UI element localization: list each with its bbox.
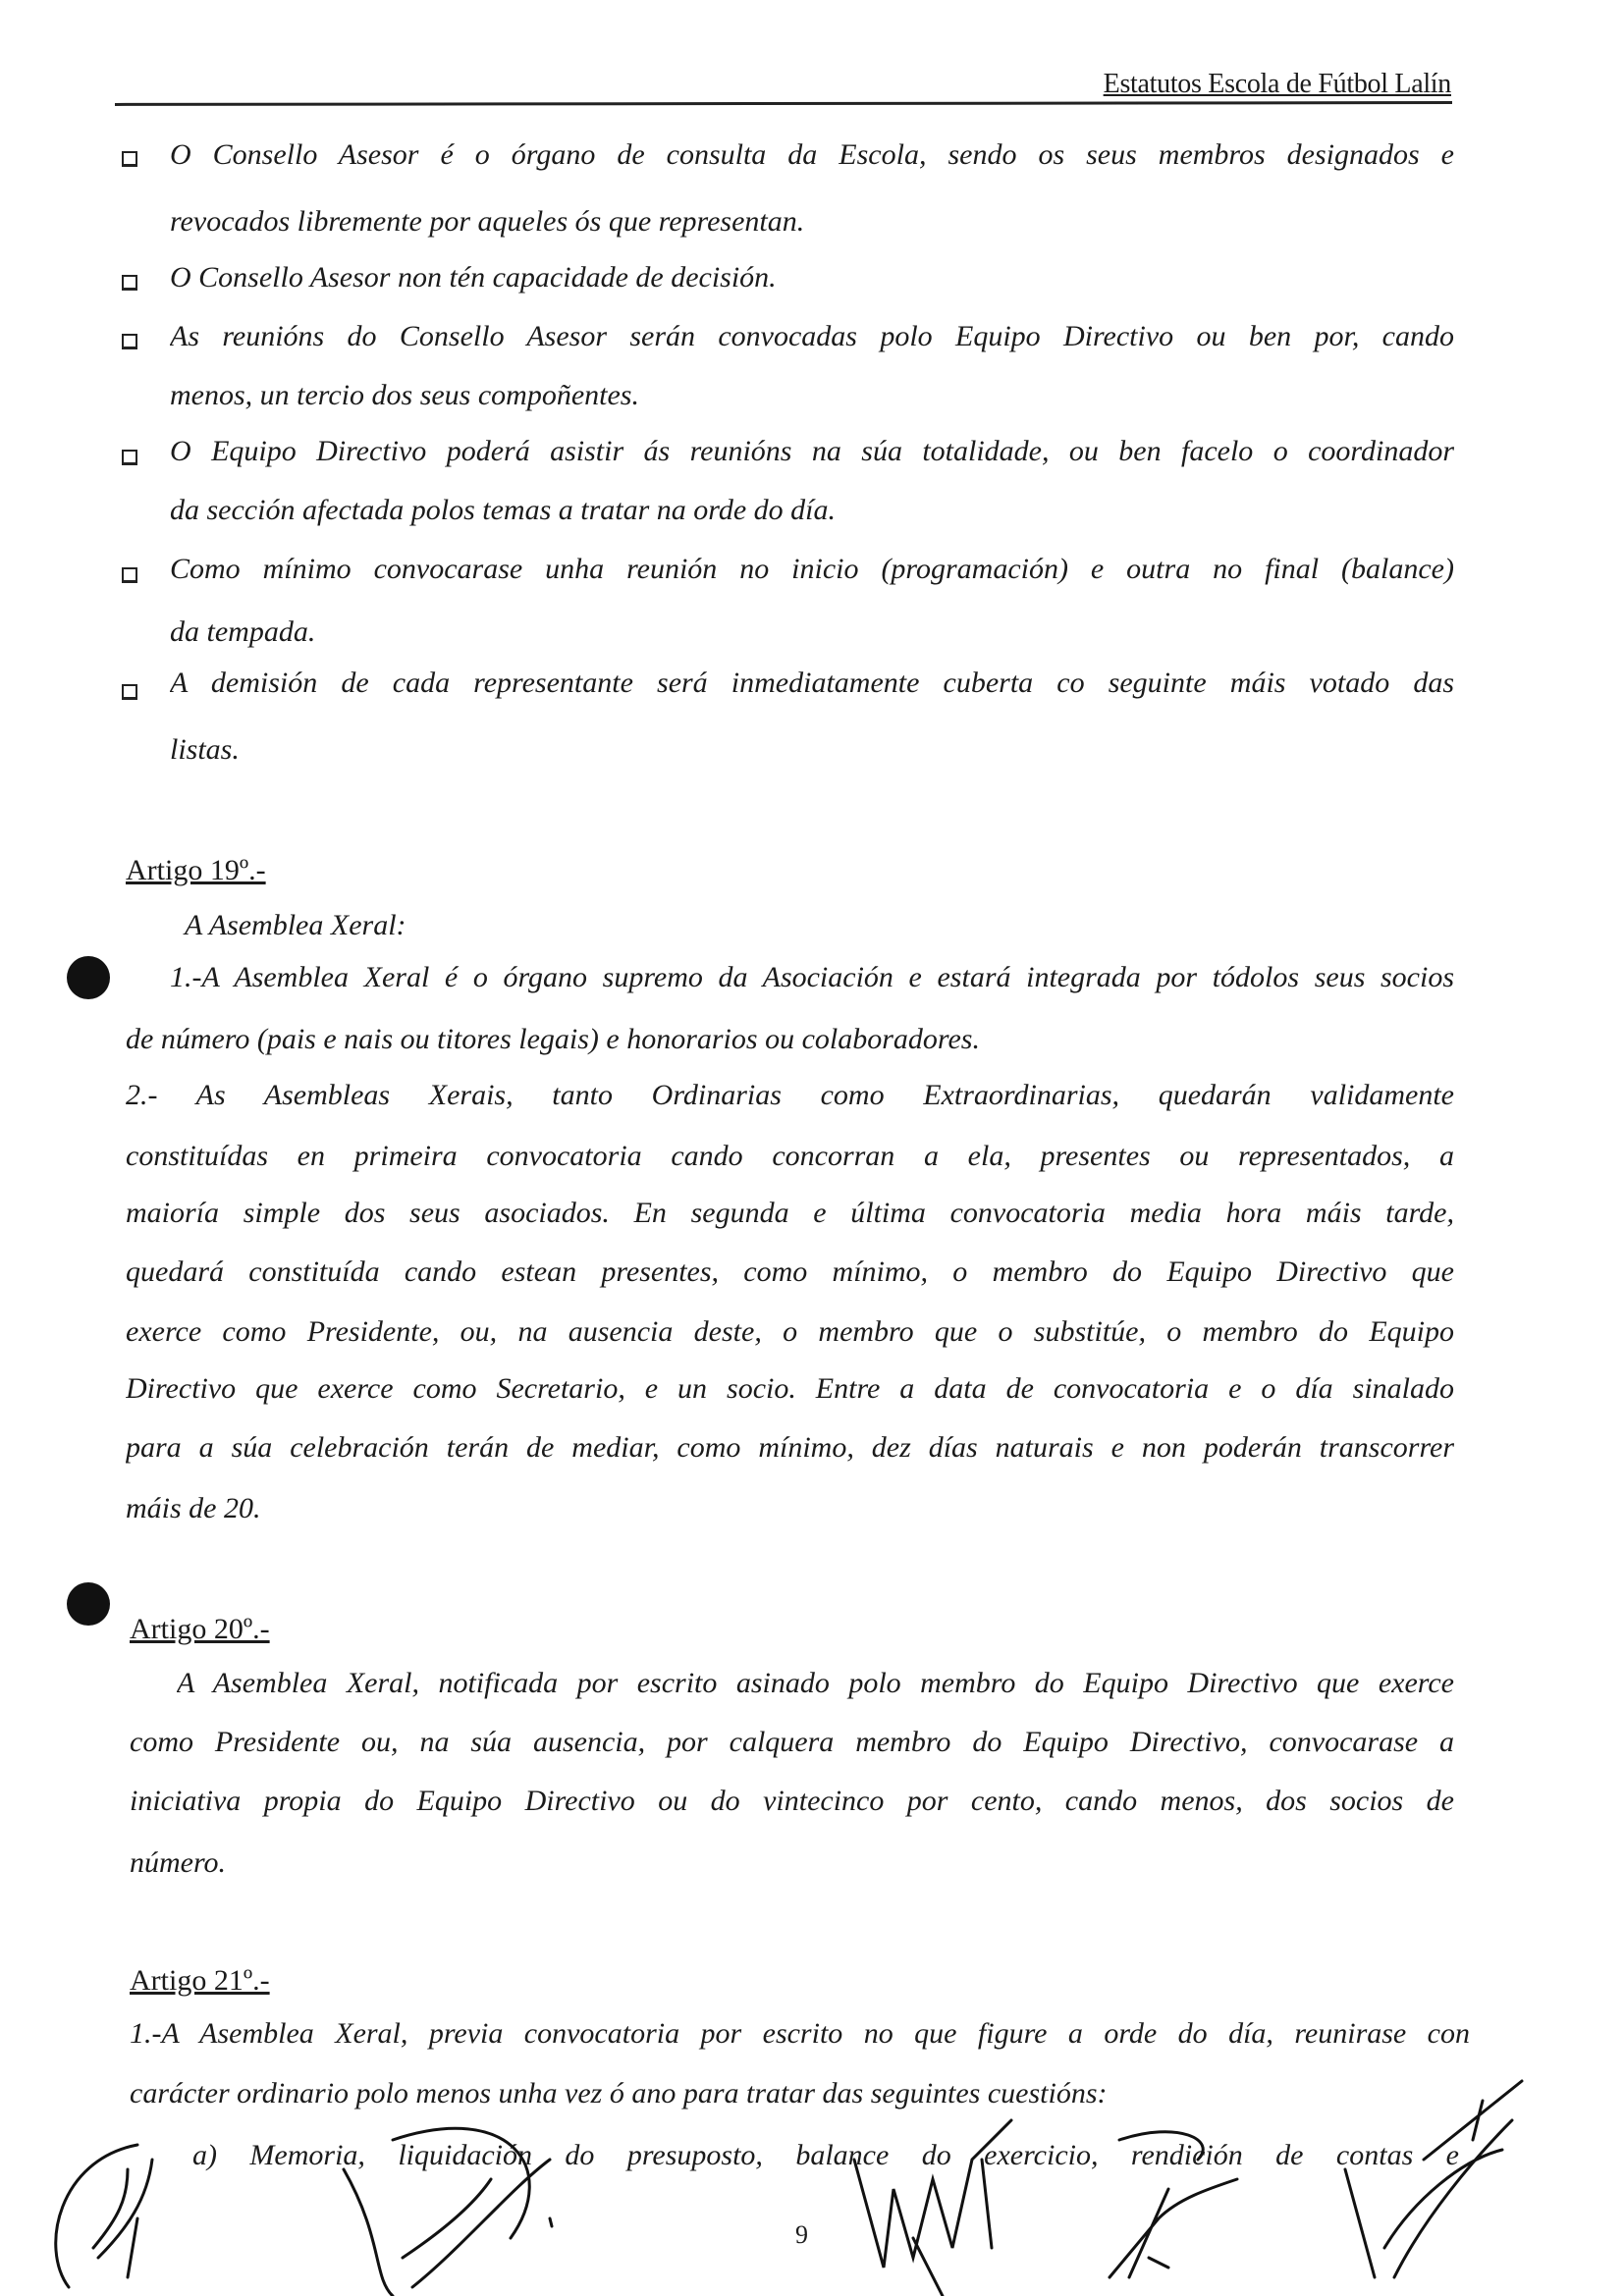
bullet-2-line-1: O Consello Asesor non tén capacidade de decisión. [170,261,777,294]
article-19-p2-line: para a súa celebración terán de mediar, como mínimo, dez días naturais e non poderán transcorrer [126,1431,1454,1464]
article-19-p2-line: Directivo que exerce como Secretario, e un socio. Entre a data de convocatoria e o día sinalado [126,1372,1454,1405]
article-20-line: A Asemblea Xeral, notificada por escrito asinado polo membro do Equipo Directivo que exerce [177,1667,1454,1699]
running-header: Estatutos Escola de Fútbol Lalín [1103,69,1451,99]
signature-1 [56,2145,152,2287]
bullet-4-line-2: da sección afectada polos temas a tratar na orde do día. [170,494,836,526]
bullet-1-line-2: revocados libremente por aqueles ós que representan. [170,205,805,238]
bullet-5-line-2: da tempada. [170,615,316,648]
article-19-p2-line: 2.- As Asembleas Xerais, tanto Ordinarias como Extraordinarias, quedarán validamente [126,1079,1454,1111]
article-19-p2-line: maioría simple dos seus asociados. En segunda e última convocatoria media hora máis tarde, [126,1197,1454,1229]
article-20-line: iniciativa propia do Equipo Directivo ou do vintecinco por cento, cando menos, dos socios de [130,1785,1454,1817]
article-19-p2-line: máis de 20. [126,1492,261,1524]
bullet-1-line-1: O Consello Asesor é o órgano de consulta da Escola, sendo os seus membros designados e [170,138,1454,171]
article-21-heading: Artigo 21º.- [130,1964,270,1997]
article-19-p2-line: quedará constituída cando estean presentes, como mínimo, o membro do Equipo Directivo que [126,1255,1454,1288]
bullet-6-line-2: listas. [170,733,240,766]
article-19-subtitle: A Asemblea Xeral: [185,909,406,941]
bullet-3-line-1: As reunións do Consello Asesor serán convocadas polo Equipo Directivo ou ben por, cando [170,320,1454,352]
article-19-p1-line: 1.-A Asemblea Xeral é o órgano supremo da Asociación e estará integrada por tódolos seus socios [170,961,1454,993]
article-20-heading: Artigo 20º.- [130,1613,270,1645]
article-21-line: carácter ordinario polo menos unha vez ó ano para tratar das seguintes cuestións: [130,2077,1108,2109]
article-19-p1-line: de número (pais e nais ou titores legais) e honorarios ou colaboradores. [126,1023,980,1055]
article-19-heading: Artigo 19º.- [126,854,266,886]
article-21-item-a: a) Memoria, liquidación do presuposto, balance do exercicio, rendición de contas e [192,2139,1459,2171]
bullet-6-line-1: A demisión de cada representante será inmediatamente cuberta co seguinte máis votado das [170,667,1454,699]
bullet-4-line-1: O Equipo Directivo poderá asistir ás reunións na súa totalidade, ou ben facelo o coordinador [170,435,1454,467]
article-19-p2-line: exerce como Presidente, ou, na ausencia deste, o membro que o substitúe, o membro do Equipo [126,1315,1454,1348]
page-number: 9 [795,2220,808,2249]
signature-5 [1345,2081,1522,2277]
signature-2 [344,2128,552,2296]
article-20-line: número. [130,1846,227,1879]
article-19-p2-line: constituídas en primeira convocatoria cando concorran a ela, presentes ou representados, a [126,1140,1454,1172]
bullet-3-line-2: menos, un tercio dos seus compoñentes. [170,379,639,411]
article-21-line: 1.-A Asemblea Xeral, previa convocatoria por escrito no que figure a orde do día, reunirase con [130,2017,1470,2050]
article-20-line: como Presidente ou, na súa ausencia, por calquera membro do Equipo Directivo, convocarase a [130,1726,1454,1758]
signature-4 [1110,2132,1237,2277]
signature-3 [854,2120,1011,2296]
bullet-5-line-1: Como mínimo convocarase unha reunión no inicio (programación) e outra no final (balance) [170,553,1454,585]
